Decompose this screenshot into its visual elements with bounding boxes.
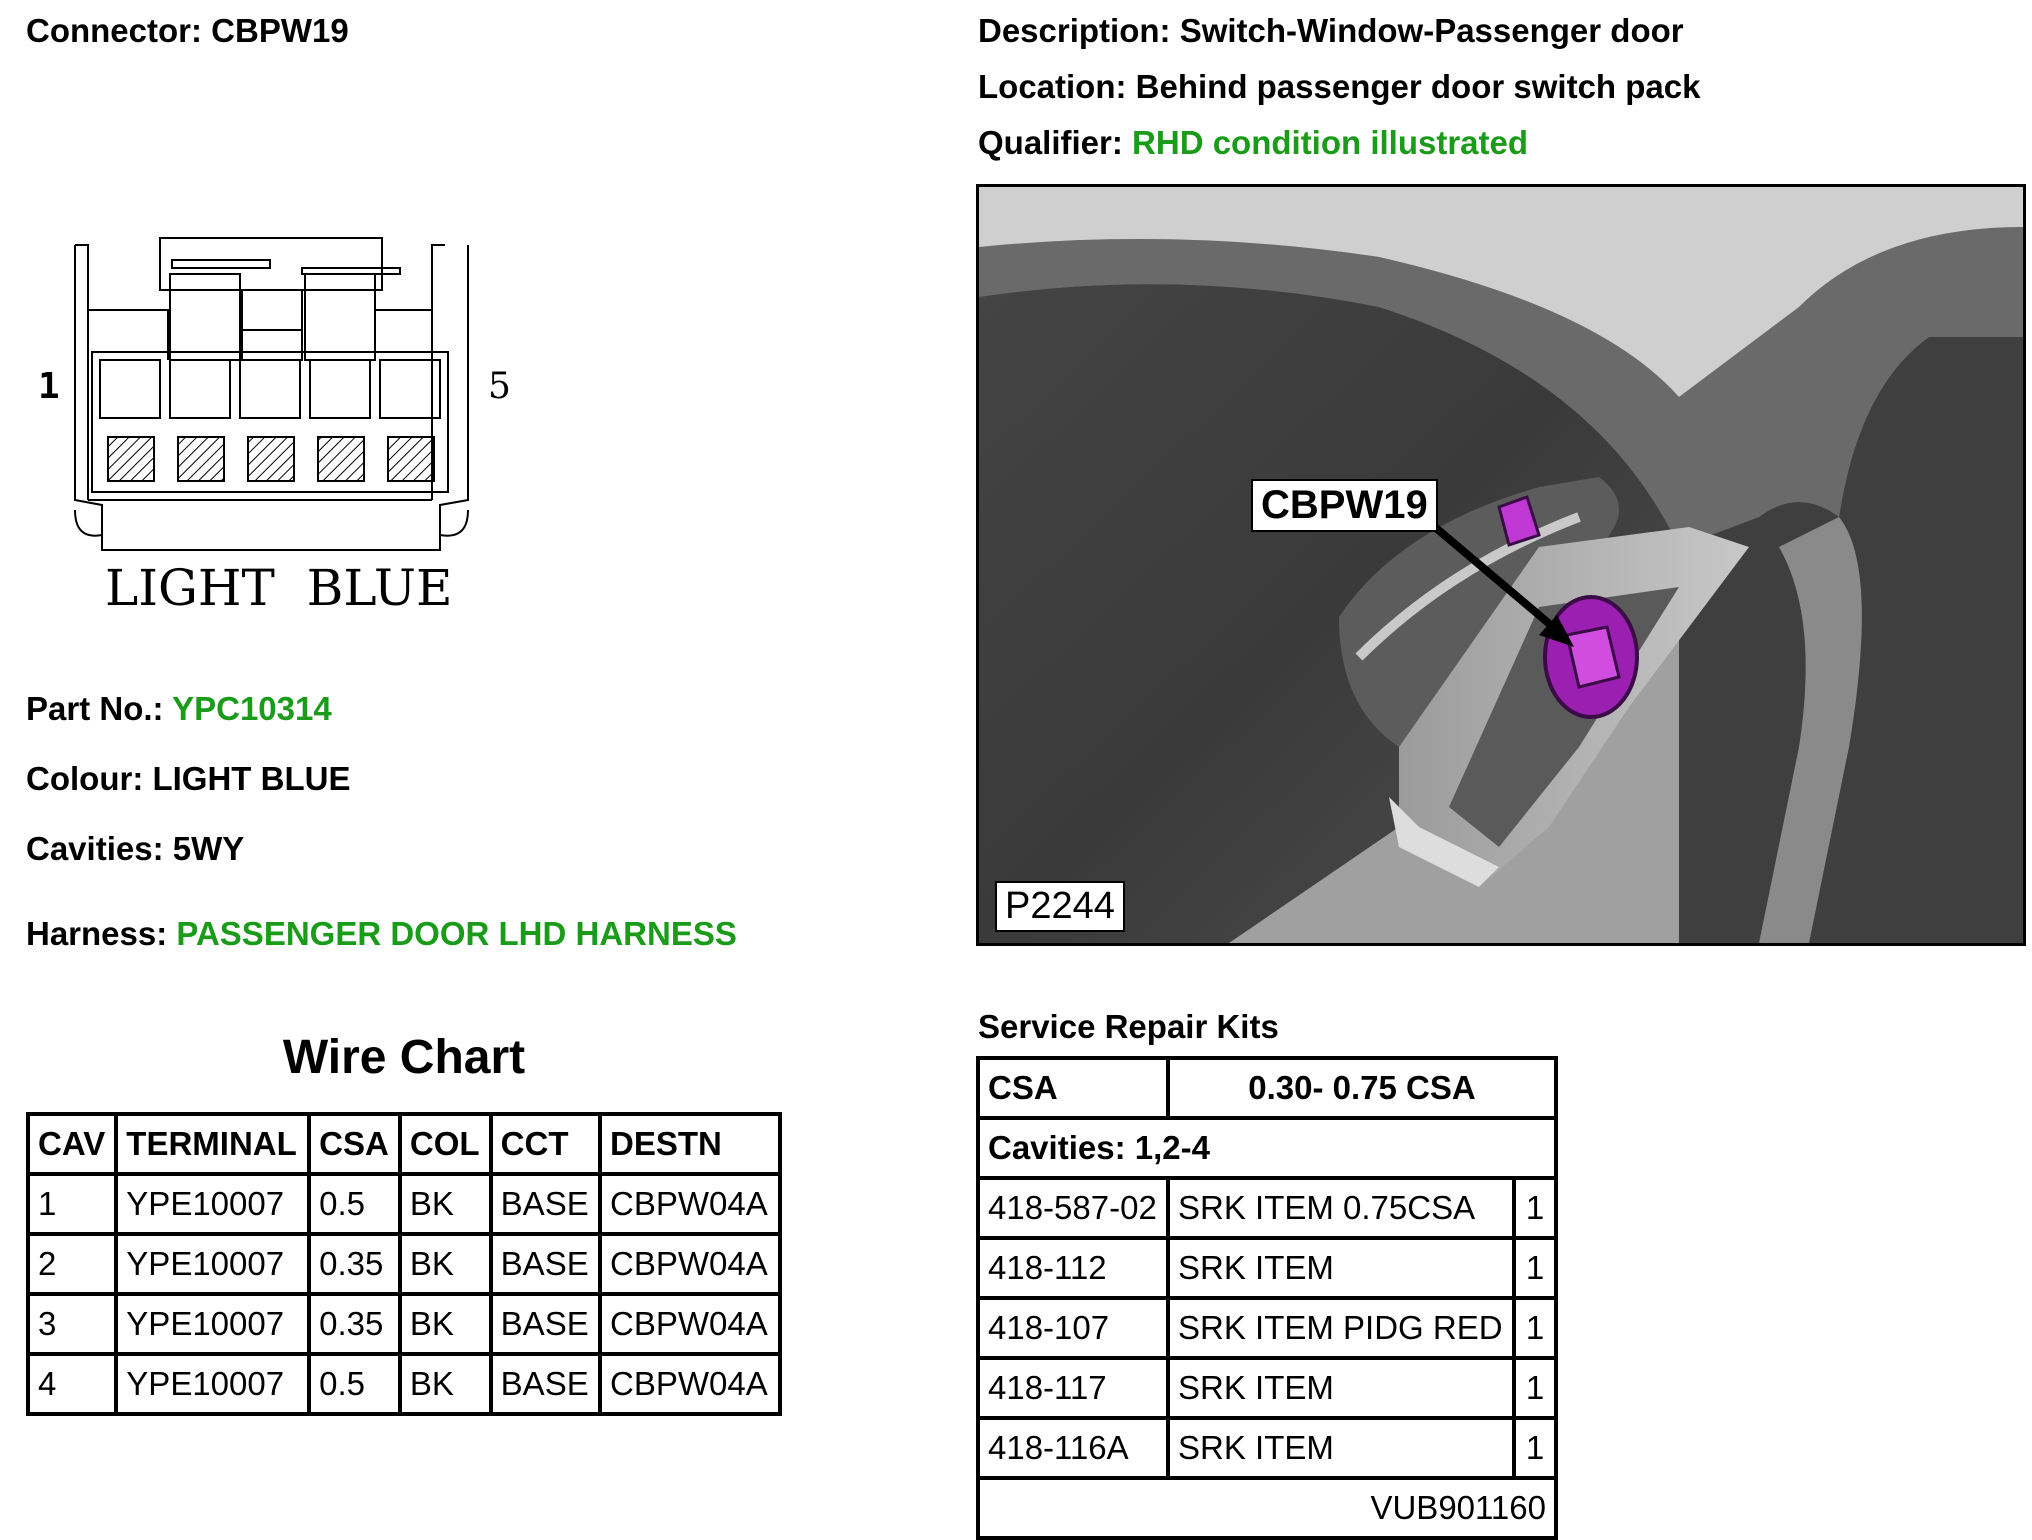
cavities-line [26,830,244,868]
connector-label: Connector: [26,12,202,49]
col-header-cav: CAV [28,1114,116,1174]
cell-cav: 1 [28,1174,116,1234]
cell-kit-code: 418-107 [978,1298,1168,1358]
cell-kit-item: SRK ITEM PIDG RED [1168,1298,1514,1358]
cell-kit-item: SRK ITEM [1168,1238,1514,1298]
service-cavities: Cavities: 1,2-4 [978,1118,1556,1178]
service-csa-value: 0.30- 0.75 CSA [1168,1058,1556,1118]
cell-kit-code: 418-112 [978,1238,1168,1298]
cell-destn: CBPW04A [600,1354,780,1414]
cell-kit-qty: 1 [1514,1418,1556,1478]
cell-terminal: YPE10007 [116,1234,309,1294]
colour-caption: LIGHT BLUE [105,559,453,617]
table-row [28,1174,780,1234]
connector-line [26,12,349,50]
part-no-label: Part No.: [26,690,164,727]
colour-line [26,760,350,798]
pin-5-label: 5 [488,366,511,407]
cell-cct: BASE [491,1294,600,1354]
cell-col: BK [400,1234,491,1294]
cell-kit-qty: 1 [1514,1178,1556,1238]
qualifier-line [978,124,1528,162]
qualifier-value: RHD condition illustrated [1132,124,1529,161]
photo-ref-label: P2244 [995,881,1125,932]
service-footer-row [978,1478,1556,1538]
cell-kit-code: 418-587-02 [978,1178,1168,1238]
cell-kit-code: 418-116A [978,1418,1168,1478]
cell-cct: BASE [491,1174,600,1234]
service-cavities-row [978,1118,1556,1178]
cell-kit-qty: 1 [1514,1298,1556,1358]
cavities-label: Cavities: [26,830,164,867]
colour-value: LIGHT BLUE [152,760,351,797]
cell-cav: 4 [28,1354,116,1414]
cell-col: BK [400,1354,491,1414]
description-label: Description: [978,12,1171,49]
cell-csa: 0.5 [309,1174,400,1234]
col-header-cct: CCT [491,1114,600,1174]
part-no-line [26,690,332,728]
cell-csa: 0.35 [309,1294,400,1354]
cell-cav: 2 [28,1234,116,1294]
location-value: Behind passenger door switch pack [1135,68,1701,105]
cell-destn: CBPW04A [600,1174,780,1234]
harness-line [26,915,737,953]
cell-col: BK [400,1294,491,1354]
harness-value: PASSENGER DOOR LHD HARNESS [176,915,737,952]
col-header-destn: DESTN [600,1114,780,1174]
cell-kit-item: SRK ITEM [1168,1418,1514,1478]
service-footer: VUB901160 [978,1478,1556,1538]
location-photo [976,184,2026,946]
col-header-csa: CSA [309,1114,400,1174]
cell-cav: 3 [28,1294,116,1354]
service-table [976,1056,1558,1540]
description-line [978,12,1684,50]
location-label: Location: [978,68,1127,105]
wire-chart-table [26,1112,782,1416]
table-row [978,1298,1556,1358]
cell-terminal: YPE10007 [116,1294,309,1354]
part-no-value: YPC10314 [172,690,332,727]
table-row [28,1294,780,1354]
photo-callout-label: CBPW19 [1251,479,1438,532]
cell-kit-code: 418-117 [978,1358,1168,1418]
cell-kit-qty: 1 [1514,1358,1556,1418]
table-row [978,1238,1556,1298]
service-header-row [978,1058,1556,1118]
col-header-terminal: TERMINAL [116,1114,309,1174]
cell-destn: CBPW04A [600,1234,780,1294]
pin-1-label: 1 [38,366,60,407]
colour-label: Colour: [26,760,144,797]
cell-destn: CBPW04A [600,1294,780,1354]
cell-col: BK [400,1174,491,1234]
col-header-col: COL [400,1114,491,1174]
cell-kit-item: SRK ITEM 0.75CSA [1168,1178,1514,1238]
cell-terminal: YPE10007 [116,1354,309,1414]
cell-csa: 0.35 [309,1234,400,1294]
description-value: Switch-Window-Passenger door [1179,12,1684,49]
connector-value: CBPW19 [211,12,349,49]
table-row [28,1354,780,1414]
harness-label: Harness: [26,915,168,952]
cell-cct: BASE [491,1234,600,1294]
qualifier-label: Qualifier: [978,124,1123,161]
cell-kit-qty: 1 [1514,1238,1556,1298]
table-row [978,1358,1556,1418]
location-line [978,68,1700,106]
cell-cct: BASE [491,1354,600,1414]
table-row [28,1234,780,1294]
wire-chart-header-row [28,1114,780,1174]
cell-terminal: YPE10007 [116,1174,309,1234]
service-csa-label: CSA [978,1058,1168,1118]
table-row [978,1418,1556,1478]
cell-kit-item: SRK ITEM [1168,1358,1514,1418]
table-row [978,1178,1556,1238]
connector-diagram [30,230,550,630]
service-title: Service Repair Kits [978,1008,1279,1045]
wire-chart-title: Wire Chart [282,1031,526,1084]
cavities-value: 5WY [172,830,245,867]
cell-csa: 0.5 [309,1354,400,1414]
